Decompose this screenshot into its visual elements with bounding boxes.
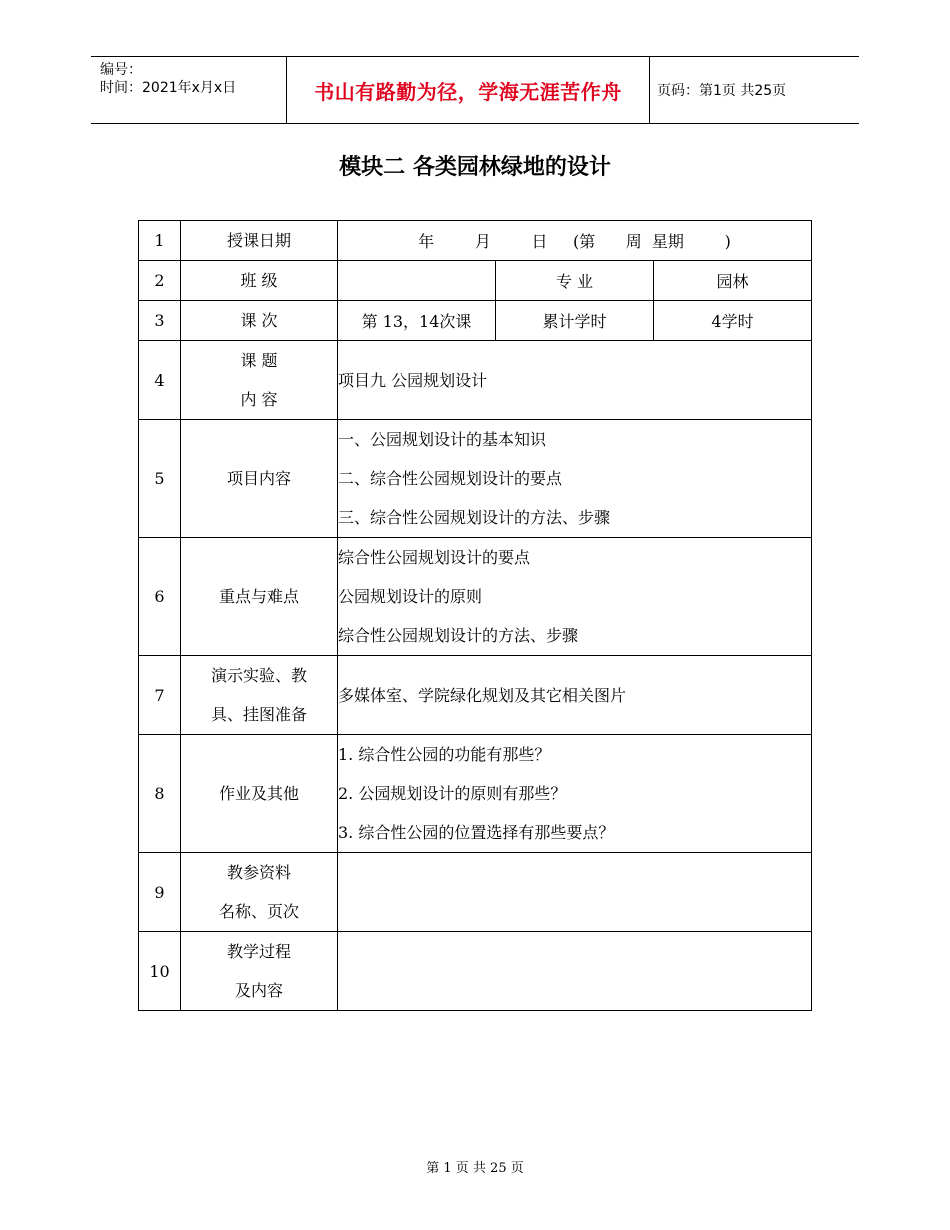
homework-cell xyxy=(338,735,812,853)
row-number: 8 xyxy=(139,735,181,853)
table-row xyxy=(139,341,812,420)
row-label: 重点与难点 xyxy=(181,538,338,656)
list-item: 1. 综合性公园的功能有那些？ xyxy=(338,745,551,764)
row-number: 2 xyxy=(139,261,181,301)
row-label-line: 课 题 xyxy=(240,351,278,370)
row-label xyxy=(181,853,338,932)
list-item: 一、公园规划设计的基本知识 xyxy=(338,430,547,449)
header-motto: 书山有路勤为径，学海无涯苦作舟 xyxy=(314,79,622,104)
table-row xyxy=(139,301,812,341)
page-footer: 第 1 页 共 25 页 xyxy=(426,1161,524,1176)
table-row xyxy=(139,735,812,853)
row-number: 3 xyxy=(139,301,181,341)
row-label-line: 教参资料 xyxy=(226,863,291,882)
session-value: 第 13，14次课 xyxy=(338,301,496,341)
teaching-date-value: 年 月 日 (第 周 星期 ) xyxy=(418,232,731,251)
row-number: 5 xyxy=(139,420,181,538)
row-number: 7 xyxy=(139,656,181,735)
preparation-value: 多媒体室、学院绿化规划及其它相关图片 xyxy=(338,656,812,735)
list-item: 综合性公园规划设计的要点 xyxy=(338,548,531,567)
row-label: 授课日期 xyxy=(181,221,338,261)
list-item: 综合性公园规划设计的方法、步骤 xyxy=(338,626,579,645)
list-item: 2. 公园规划设计的原则有那些？ xyxy=(338,784,567,803)
page-title: 模块二 各类园林绿地的设计 xyxy=(339,155,611,180)
row-label-line: 及内容 xyxy=(234,981,283,1000)
row-label: 项目内容 xyxy=(181,420,338,538)
topic-value: 项目九 公园规划设计 xyxy=(338,341,812,420)
page-header xyxy=(91,56,859,124)
row-label: 班 级 xyxy=(181,261,338,301)
row-label-line: 教学过程 xyxy=(226,942,291,961)
table-row xyxy=(139,261,812,301)
teaching-date-cell xyxy=(338,221,812,261)
lesson-plan-table xyxy=(138,220,812,1011)
total-hours-label: 累计学时 xyxy=(496,301,654,341)
row-label-line: 名称、页次 xyxy=(218,902,299,921)
list-item: 三、综合性公园规划设计的方法、步骤 xyxy=(338,508,611,527)
table-row xyxy=(139,656,812,735)
key-points-cell xyxy=(338,538,812,656)
list-item: 3. 综合性公园的位置选择有那些要点？ xyxy=(338,823,615,842)
class-value xyxy=(338,261,496,301)
table-row xyxy=(139,853,812,932)
row-number: 10 xyxy=(139,932,181,1011)
header-page-info: 页码：第1页 共25页 xyxy=(657,83,787,99)
header-divider xyxy=(649,57,650,123)
list-item: 公园规划设计的原则 xyxy=(338,587,483,606)
references-value xyxy=(338,853,812,932)
table-row xyxy=(139,538,812,656)
major-value: 园林 xyxy=(654,261,812,301)
table-row xyxy=(139,932,812,1011)
row-label-line: 内 容 xyxy=(240,390,278,409)
row-number: 9 xyxy=(139,853,181,932)
teaching-process-value xyxy=(338,932,812,1011)
total-hours-value: 4学时 xyxy=(654,301,812,341)
major-label: 专 业 xyxy=(496,261,654,301)
row-label-line: 演示实验、教 xyxy=(210,666,307,685)
document-number-label: 编号： xyxy=(100,62,142,78)
table-row xyxy=(139,221,812,261)
row-label xyxy=(181,932,338,1011)
row-label-line: 具、挂图准备 xyxy=(210,705,307,724)
list-item: 二、综合性公园规划设计的要点 xyxy=(338,469,563,488)
header-meta xyxy=(100,61,236,97)
row-label: 课 次 xyxy=(181,301,338,341)
row-label xyxy=(181,656,338,735)
table-row xyxy=(139,420,812,538)
row-label: 作业及其他 xyxy=(181,735,338,853)
document-time-label: 时间：2021年x月x日 xyxy=(100,80,237,96)
row-label xyxy=(181,341,338,420)
row-number: 1 xyxy=(139,221,181,261)
row-number: 4 xyxy=(139,341,181,420)
project-content-cell xyxy=(338,420,812,538)
row-number: 6 xyxy=(139,538,181,656)
